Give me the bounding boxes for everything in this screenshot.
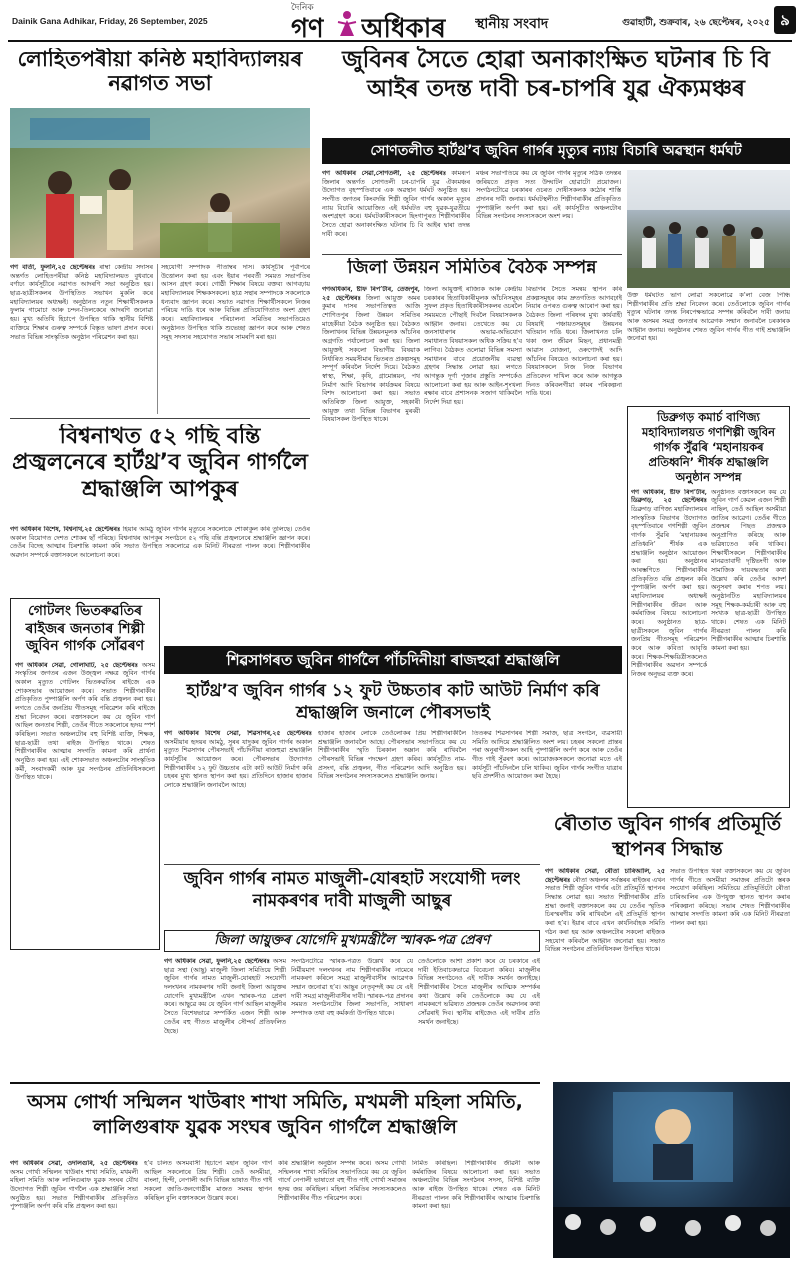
story4-photo xyxy=(627,170,790,288)
masthead-right-text: গুৱাহাটী, শুক্ৰবাৰ, ২৬ ছেপ্টেম্বৰ, ২০২৫ xyxy=(622,18,770,28)
story9-body-col1 xyxy=(545,868,665,1078)
story6-body-a: ডিব্ৰুগড় বাণিজ্য মহাবিদ্যালয়ৰ সাংস্কৃতিক বিভাগৰ উদ্যোগত বৃহস্পতিবাৰে গণশিল্পী জুবিন গাৰ্গক সুঁৱৰি ‘মহানায়কৰ প্ৰতিধ্বনি’ শীৰ্ষক এক শ্ৰদ্ধাঞ্জলি অনুষ্ঠান আয়োজন কৰা হয়। অনুষ্ঠানৰ আৰম্ভণিতে শিল্পীগৰাকীৰ প্ৰতিকৃতিত বন্তি প্ৰজ্বলন কৰি পুষ্পাঞ্জলি অৰ্পণ কৰা হয়। মহাবিদ্যালয়ৰ অধ্যক্ষই শিল্পীগৰাকীৰ জীৱন আৰু কৰ্মৰাজিৰ বিষয়ে আলোচনা কৰে। অনুষ্ঠানত ছাত্ৰ-ছাত্ৰীসকলে জুবিন গাৰ্গৰ জনপ্ৰিয় গীতসমূহ পৰিৱেশন কৰে আৰু কবিতা আবৃত্তি কৰে। শিক্ষক-শিক্ষয়িত্ৰীসকলেও শিল্পীগৰাকীৰ অৱদান সম্পৰ্কে নিজৰ অনুভৱ ব্যক্ত কৰে। xyxy=(631,506,707,679)
story2-dateline: গণ অধিকাৰ বিশেষ, বিশ্বনাথ,২৫ ছেপ্টেম্বৰঃ xyxy=(10,526,121,533)
story11-body-col4 xyxy=(412,1160,540,1258)
story11-body-col2 xyxy=(144,1160,272,1258)
story4-banner-text: সোণতলীত হাৰ্টথ্ৰ’ব জুবিন গাৰ্গৰ মৃত্যুৰ ন্যায় বিচাৰি অৱস্থান ধৰ্মঘট xyxy=(370,143,742,159)
story6-headline: ডিব্ৰুগড় কমাৰ্চ বাণিজ্য মহাবিদ্যালয়ত গণশিল্পী জুবিন গাৰ্গক সুঁৱৰি ‘মহানায়কৰ প্ৰতিধ্বনি’ শীৰ্ষক শ্ৰদ্ধাঞ্জলি অনুষ্ঠান সম্পন্ন xyxy=(641,410,776,484)
story11-dateline: গণ অধিকাৰ সেৱা, ওদালগুৰি, ২৫ ছেপ্টেম্বৰঃ xyxy=(10,1160,138,1167)
story6-col2 xyxy=(711,489,786,797)
story4-body-a: কামৰূপ জিলাৰ অন্তৰ্গত সোণতলী চৰ-চাপৰি যুৱ ঐক্যমঞ্চৰ উদ্যোগত বৃহস্পতিবাৰে এক অৱস্থান ধৰ্মঘট অনুষ্ঠিত হয়। সংগীত জগতৰ কিংবদন্তি শিল্পী জুবিন গাৰ্গৰ অকাল মৃত্যুৰ ন্যায় বিচাৰি আয়োজিত এই ধৰ্মঘটত বহু যুৱক-যুৱতীয়ে অংশগ্ৰহণ কৰে। ধৰ্মঘটকাৰীসকলে ছিংগাপুৰত শিল্পীগৰাকীৰ সৈতে হোৱা অনাকাংক্ষিত ঘটনাৰ চি বি আইৰ দ্বাৰা তদন্ত দাবী কৰে। xyxy=(322,170,470,238)
story4-body-col2 xyxy=(476,170,621,250)
story10-dateline: গণ অধিকাৰ সেৱা, ফুলনি,২৫ ছেপ্টেম্বৰঃ xyxy=(164,958,270,965)
story2-body xyxy=(10,526,310,590)
story10-subhead-box xyxy=(164,930,540,952)
story6-box xyxy=(627,406,790,808)
masthead-rule xyxy=(8,40,792,42)
concert-photo xyxy=(553,1082,790,1258)
story11-body-c: কৰি শ্ৰদ্ধাঞ্জলি অনুষ্ঠান সম্পন্ন কৰে। অসম গোৰ্খা সন্মিলনৰ শাখা সমিতিৰ সভাপতিয়ে কয় যে জুবিন গাৰ্গে নেপালী ভাষাতো বহু গীত গাই গোৰ্খা সমাজৰ হৃদয় জয় কৰিছিল। মহিলা সমিতিৰ সদস্যসকলেও শিল্পীগৰাকীৰ গীত পৰিৱেশন কৰে। xyxy=(278,1160,406,1202)
section-divider xyxy=(322,254,622,255)
masthead-left-text: Dainik Gana Adhikar, Friday, 26 September, 2025 xyxy=(12,16,208,26)
story5-body-col2 xyxy=(424,286,522,640)
story4-body-c: উক্ত ধৰ্মঘটত ভাগ লোৱা সকলোৱে ক’লা বেজ পিন্ধি শিল্পীগৰাকীৰ প্ৰতি শ্ৰদ্ধা নিবেদন কৰে। তেওঁলোকে জুবিন গাৰ্গৰ মৃত্যুৰ ঘটনাৰ তদন্ত নিৰপেক্ষভাৱে সম্পন্ন কৰিবলৈ দাবী জনায় আৰু অসমৰ সমগ্ৰ জনতাৰ আৱেগক সন্মান জনাবলৈ চৰকাৰক আহ্বান জনায়। অনুষ্ঠানৰ শেষত জুবিন গাৰ্গৰ গীত গাই শ্ৰদ্ধাঞ্জলি জনোৱা হয়। xyxy=(627,292,790,343)
story5-dateline: গণঅধিকাৰ, ষ্টাফ ৰিপ’ৰ্টাৰ, তেজপুৰ, ২৫ ছেপ্টেম্বৰঃ xyxy=(322,286,420,302)
story1-photo xyxy=(10,108,310,258)
story6-body-b: অনুষ্ঠানত বক্তাসকলে কয় যে জুবিন গাৰ্গ কেৱল এজন শিল্পী নাছিল, তেওঁ আছিল অসমীয়া জাতিৰ আৱেগ। তেওঁৰ গীতে প্ৰজন্মৰ পিছত প্ৰজন্মক অনুপ্ৰাণিত কৰিছে আৰু ভৱিষ্যতেও কৰি থাকিব। শিক্ষাৰ্থীসকলে শিল্পীগৰাকীৰ মানৱতাবাদী দৃষ্টিভংগী আৰু সামাজিক দায়বদ্ধতাৰ কথা উল্লেখ কৰি তেওঁৰ আদৰ্শ অনুসৰণ কৰাৰ শপত লয়। অনুষ্ঠানটিত মহাবিদ্যালয়ৰ সমূহ শিক্ষক-কৰ্মচাৰী আৰু বহু সংখ্যক ছাত্ৰ-ছাত্ৰী উপস্থিত থাকে। শেষত এক মিনিট নীৰৱতা পালন কৰি শিল্পীগৰাকীৰ আত্মাৰ চিৰশান্তি কামনা কৰা হয়। xyxy=(711,488,786,653)
story5-headline: জিলা উন্নয়ন সমিতিৰ বৈঠক সম্পন্ন xyxy=(347,258,597,278)
story2-body-text: হিয়াৰ আমঠু জুবিন গাৰ্গৰ মৃত্যুৰে সকলোকে শোকাকুল কৰি তুলিছে। তেওঁৰ অকাল বিয়োগত দেশত শোকৰ ছাঁ পৰিছে। বিশ্বনাথৰ আপকুৰ সংগঠনে ৫২ গছি বন্তি প্ৰজ্বলনেৰে শ্ৰদ্ধাঞ্জলি জ্ঞাপন কৰে। তেওঁৰ বিদেহ আত্মাৰ চিৰশান্তি কামনা কৰি সভাত উপস্থিত সকলোৱে এক মিনিট নীৰৱতা পালন কৰে। শিল্পীগৰাকীৰ অৱদান সম্পৰ্কে বক্তাসকলে আলোচনা কৰে। xyxy=(10,526,310,560)
story11-body-col1 xyxy=(10,1160,138,1258)
page-number-badge: ৯ xyxy=(774,6,796,34)
story10-body-a: অসম ছাত্ৰ সন্থা (আছু) মাজুলী জিলা সমিতিয়ে শিল্পী জুবিন গাৰ্গৰ নামত মাজুলী-যোৰহাট সংযোগী দলংখনৰ নামকৰণৰ দাবী জনাই জিলা আয়ুক্তৰ যোগেদি মুখ্যমন্ত্ৰীলৈ এখন স্মাৰক-পত্ৰ প্ৰেৰণ কৰে। আছুৱে কয় যে জুবিন গাৰ্গ আছিল মাজুলীৰ সৈতে বিশেষভাৱে সম্পৰ্কিত এজন শিল্পী আৰু তেওঁৰ বহু গীতত মাজুলীৰ সৌন্দৰ্য প্ৰতিফলিত হৈছে। xyxy=(164,958,286,1035)
story3-box xyxy=(10,598,160,950)
logo-gana: গণ xyxy=(291,14,324,40)
story8-headline: হাৰ্টথ্ৰ’ব জুবিন গাৰ্গৰ ১২ ফুট উচ্চতাৰ কাট আউট নিৰ্মাণ কৰি শ্ৰদ্ধাঞ্জলি জনালে পৌৰসভাই xyxy=(186,681,600,724)
logo-adhikar: অধিকাৰ xyxy=(361,14,446,40)
story8-body-col2 xyxy=(318,730,466,860)
story1-headline: লোহিতপৰীয়া কনিষ্ঠ মহাবিদ্যালয়ৰ নৱাগত সভা xyxy=(17,48,303,95)
story10-subhead: জিলা আয়ুক্তৰ যোগেদি মুখ্যমন্ত্ৰীলৈ স্মাৰক-পত্ৰ প্ৰেৰণ xyxy=(214,933,490,948)
story1-body-left xyxy=(10,264,153,414)
story11-headline: অসম গোৰ্খা সন্মিলন খাউৰাং শাখা সমিতি, মখমলী মহিলা সমিতি, লালিগুৰাফ যুৱক সংঘৰ জুবিন গাৰ্গলৈ শ্ৰদ্ধাঞ্জলি xyxy=(27,1091,523,1138)
story6-dateline: গণ অধিকাৰ, ষ্টাফ ৰিপ’ৰ্টাৰ, ডিব্ৰুগড়, ২৫ ছেপ্টেম্বৰঃ xyxy=(631,488,707,505)
story9-body-b: সভাত উপস্থিত থকা বক্তাসকলে কয় যে জুবিন গাৰ্গৰ গীতে অসমীয়া সমাজৰ প্ৰতিটো স্তৰক সংযোগ কৰিছিল। সমিতিয়ে প্ৰতিমূৰ্তিটো ৰৌতা চাৰিআলিৰ এক উপযুক্ত স্থানত স্থাপন কৰাৰ পৰিকল্পনা কৰিছে। সভাৰ শেষত শিল্পীগৰাকীৰ আত্মাৰ সদগতি কামনা কৰি এক মিনিট নীৰৱতা পালন কৰা হয়। xyxy=(670,868,790,928)
story5-body-col3 xyxy=(526,286,622,640)
story10-body-b: সংগঠনটোৱে স্মাৰক-পত্ৰত উল্লেখ কৰে যে নিৰ্মীয়মাণ দলংখনৰ নাম শিল্পীগৰাকীৰ নামেৰে নামকৰণ কৰিলে সমগ্ৰ মাজুলীবাসীৰ আৱেগক সন্মান জনোৱা হ’ব। আছুৰ নেতৃবৃন্দই কয় যে এই দাবী সমগ্ৰ মাজুলীবাসীৰ দাবী। স্মাৰক-পত্ৰ প্ৰদানৰ সময়ত সংগঠনটোৰ জিলা সভাপতি, সাধাৰণ সম্পাদক তথা বহু কৰ্মকৰ্তা উপস্থিত থাকে। xyxy=(291,958,413,1018)
story10-headline: জুবিন গাৰ্গৰ নামত মাজুলী-যোৰহাট সংযোগী দলং নামকৰণৰ দাবী মাজুলী আছুৰ xyxy=(183,869,521,912)
story3-headline: গোটলং ভিতৰুৱতিৰ ৰাইজৰ জনতাৰ শিল্পী জুবিন গাৰ্গক সোঁৱৰণ xyxy=(25,603,145,654)
story11-body-col3 xyxy=(278,1160,406,1258)
section-divider xyxy=(10,418,310,419)
story11-body-d: নিৰ্মিত কৰিছিল। শিল্পীগৰাকীৰ জীৱনী আৰু কৰ্মৰাজিৰ বিষয়ে আলোচনা কৰা হয়। সভাত অঞ্চলটোৰ বিভিন্ন সংগঠনৰ সদস্য, বিশিষ্ট ব্যক্তি আৰু ৰাইজ উপস্থিত থাকে। শেষত এক মিনিট নীৰৱতা পালন কৰি শিল্পীগৰাকীৰ আত্মাৰ চিৰশান্তি কামনা কৰা হয়। xyxy=(412,1160,540,1211)
story5-body-a: জিলা আয়ুক্ত অমৰ কুমাৰ দাসৰ সভাপতিত্বত আজি শোণিতপুৰ জিলা উন্নয়ন সমিতিৰ মাহেকীয়া বৈঠক অনুষ্ঠিত হয়। বৈঠকত জিলাখনৰ বিভিন্ন উন্নয়নমূলক আঁচনিৰ অগ্ৰগতি পৰ্যালোচনা কৰা হয়। জিলা আয়ুক্তই সকলো বিভাগীয় বিষয়াক নিৰ্ধাৰিত সময়সীমাৰ ভিতৰত প্ৰকল্পসমূহ সম্পূৰ্ণ কৰিবলৈ নিৰ্দেশ দিয়ে। বৈঠকত স্বাস্থ্য, শিক্ষা, কৃষি, গ্ৰামোন্নয়ন, পথ নিৰ্মাণ আদি বিভাগৰ কাৰ্যক্ৰমৰ বিষয়ে বিশদ আলোচনা কৰা হয়। সভাত অতিৰিক্ত জিলা আয়ুক্ত, সহকাৰী আয়ুক্ত তথা বিভিন্ন বিভাগৰ মুৰব্বী বিষয়াসকল উপস্থিত থাকে। xyxy=(322,294,420,424)
story10-body-col1 xyxy=(164,958,286,1078)
story1-body-a: ৰাম্বা কেন্দ্ৰীয় সদাসৰ অন্তৰ্গত লোহিতপৰীয়া কনিষ্ঠ মহাবিদ্যালয়ত বুধবাৰে বৰ্ণাঢ্য কাৰ্যসূচীৰে নৱাগত আদৰণি সভা অনুষ্ঠিত হয়। ছাত্ৰ-ছাত্ৰীসকলৰ উপস্থিতিত সভাখন মুকলি কৰে মহাবিদ্যালয়ৰ অধ্যক্ষই। অনুষ্ঠানত নতুন শিক্ষাৰ্থীসকলক ফুলাম গামোচা আৰু চন্দন-তিলকেৰে আদৰণি জনোৱা হয়। মুখ্য অতিথি হিচাপে উপস্থিত থাকি স্থানীয় বিশিষ্ট ব্যক্তিয়ে শিক্ষাৰ গুৰুত্ব সম্পৰ্কে বিস্তৃত ভাষণ প্ৰদান কৰে। সভাত বিভিন্ন সাংস্কৃতিক অনুষ্ঠান পৰিৱেশন কৰা হয়। xyxy=(10,264,153,341)
logo-small-text: দৈনিক xyxy=(291,3,314,13)
logo-emblem-icon xyxy=(336,10,358,36)
story6-body xyxy=(631,489,786,797)
story5-body-c: বিভাগৰ সৈতে সমন্বয় স্থাপন কৰি প্ৰকল্পসমূহৰ কাম দ্ৰুতগতিত আগবঢ়াই নিয়াৰ ওপৰত গুৰুত্ব আৰোপ কৰা হয়। বৈঠকত জিলা পৰিষদৰ মুখ্য কাৰ্যবাহী বিষয়াই পঞ্চায়তসমূহৰ উন্নয়নৰ খতিয়ান দাঙি ধৰে। জিলাখনত চলি থকা জল জীৱন মিছন, প্ৰধানমন্ত্ৰী আৱাস যোজনা, ওৰুণোদই আদি আঁচনিৰ বিষয়েও আলোচনা কৰা হয়। বিষয়াসকলে নিজ নিজ বিভাগৰ প্ৰতিবেদন দাখিল কৰে আৰু আগন্তুক দিনত কৰিবলগীয়া কামৰ পৰিকল্পনা দাঙি ধৰে। xyxy=(526,286,622,398)
story8-body-c: তিতৰুৱ শিৱসাগৰৰ শিল্পী সমাজ, ছাত্ৰ সংগঠন, ব্যৱসায়ী সমিতি আদিয়ে শ্ৰদ্ধাঞ্জলিত অংশ লয়। চহৰৰ সকলো প্ৰান্তৰ পৰা অনুৰাগীসকল আহি পুষ্পাঞ্জলি অৰ্পণ কৰে আৰু তেওঁৰ গীত গাই সুঁৱৰণ কৰে। আয়োজকসকলে জনোৱা মতে এই কাৰ্যসূচী পাঁচদিনলৈ চলি থাকিব। জুবিন গাৰ্গৰ সংগীত যাত্ৰাৰ ছবি প্ৰদৰ্শনীও আয়োজন কৰা হৈছে। xyxy=(472,730,622,781)
story1-dateline: গণ বাৰ্তা, ফুলনি,২৫ ছেপ্টেম্বৰঃ xyxy=(10,264,96,271)
story11-body-a: অসম গোৰ্খা সন্মিলন খাউৰাং শাখা সমিতি, মখমলী মহিলা সমিতি আৰু লালিগুৰাফ যুৱক সংঘৰ যৌথ উদ্যোগত শিল্পী জুবিন গাৰ্গলৈ এক শ্ৰদ্ধাঞ্জলি সভা অনুষ্ঠিত হয়। সভাত শিল্পীগৰাকীৰ প্ৰতিকৃতিত পুষ্পাঞ্জলি অৰ্পণ কৰি বন্তি প্ৰজ্বলন কৰা হয়। xyxy=(10,1168,138,1211)
story10-body-col3 xyxy=(418,958,540,1078)
story2-headline: বিশ্বনাথত ৫২ গছি বন্তি প্ৰজ্বলনেৰে হাৰ্টথ্ৰ’ব জুবিন গাৰ্গলৈ শ্ৰদ্ধাঞ্জলি আপকুৰ xyxy=(12,424,308,502)
story8-dateline: গণ অধিকাৰ বিশেষ সেৱা, শিৱসাগৰ,২৫ ছেপ্টেম্বৰঃ xyxy=(164,730,312,737)
masthead-logo xyxy=(283,0,458,40)
masthead xyxy=(0,0,800,40)
story5-body-b: জিলা আয়ুক্তই ৰাজ্যিক আৰু কেন্দ্ৰীয় চৰকাৰৰ হিতাধিকাৰীমূলক আঁচনিসমূহৰ সুফল প্ৰকৃত হিতাধিকাৰীসকলৰ ওচৰলৈ সময়মতে পৌছাই দিবলৈ বিষয়াসকলক আহ্বান জনায়। তেখেতে কয় যে জনসাধাৰণৰ অভাৱ-অভিযোগ সমাধানত বিষয়াসকল অধিক সক্ৰিয় হ’ব লাগিব। বৈঠকত ওলোৱা বিভিন্ন সমস্যা সমাধানৰ বাবে প্ৰয়োজনীয় ব্যৱস্থা গ্ৰহণৰ সিদ্ধান্ত লোৱা হয়। লগতে আগন্তুক দূৰ্গা পূজাৰ প্ৰস্তুতি সম্পৰ্কেও আলোচনা কৰা হয় আৰু আইন-শৃংখলা ৰক্ষাৰ বাবে প্ৰশাসনক সজাগ থাকিবলৈ নিৰ্দেশ দিয়া হয়। xyxy=(424,286,522,406)
story10-body-col2 xyxy=(291,958,413,1078)
story8-body-b: হাজাৰ হাজাৰ লোকে তেওঁলোকৰ প্ৰিয় শিল্পীগৰাকীলৈ শ্ৰদ্ধাঞ্জলি জনাবলৈ আহে। পৌৰসভাৰ সভাপতিয়ে কয় যে শিল্পীগৰাকীৰ স্মৃতি চিৰকাল অম্লান কৰি ৰাখিবলৈ পৌৰসভাই বিভিন্ন পদক্ষেপ গ্ৰহণ কৰিব। কাৰ্যসূচীত নাম-প্ৰসংগ, বন্তি প্ৰজ্বলন, গীত পৰিৱেশন আদি অনুষ্ঠিত হয়। বিভিন্ন সংগঠনৰ সদস্যসকলেও শ্ৰদ্ধাঞ্জলি জনায়। xyxy=(318,730,466,781)
story6-col1 xyxy=(631,489,707,797)
story4-body-col3 xyxy=(627,292,790,402)
story3-body-text: অসম সংস্কৃতিৰ জগতৰ এজন উজ্জ্বল নক্ষত্ৰ জুবিন গাৰ্গৰ অকাল মৃত্যুত গোটলং ভিতৰুৱতিৰ ৰাইজে এক শোকসভাৰ আয়োজন কৰে। সভাত শিল্পীগৰাকীৰ প্ৰতিকৃতিত পুষ্পাঞ্জলি অৰ্পণ কৰি বন্তি প্ৰজ্বলন কৰা হয়। লগতে তেওঁৰ জনপ্ৰিয় গীতসমূহ পৰিৱেশন কৰি ৰাইজে শ্ৰদ্ধা নিবেদন কৰে। বক্তাসকলে কয় যে জুবিন গাৰ্গ আছিল জনতাৰ শিল্পী, তেওঁৰ গীতে সকলোৰে হৃদয় স্পৰ্শ কৰিছিল। সভাত অঞ্চলটোৰ বহু বিশিষ্ট ব্যক্তি, শিক্ষক, ছাত্ৰ-ছাত্ৰী তথা ৰাইজ উপস্থিত থাকে। শেষত শিল্পীগৰাকীৰ আত্মাৰ সদগতি কামনা কৰি প্ৰাৰ্থনা অনুষ্ঠিত কৰা হয়। এই শোকসভাত অঞ্চলটোৰ সাংস্কৃতিক কৰ্মী, সংবাদকৰ্মী আৰু যুৱ সংগঠনৰ প্ৰতিনিধিসকলো উপস্থিত থাকে। xyxy=(15,661,155,782)
story4-body-col1 xyxy=(322,170,470,250)
story7-banner-text: শিৱসাগৰত জুবিন গাৰ্গলৈ পাঁচদিনীয়া ৰাজহুৱা শ্ৰদ্ধাঞ্জলি xyxy=(226,651,560,669)
story7-banner xyxy=(164,646,622,674)
story11-body-b: হ’ব চলিত অসমবাসী হিচাপে মহান জুবিন গাৰ্গ আছিল সকলোৰে প্ৰিয় শিল্পী। তেওঁ অসমীয়া, বাংলা, হিন্দী, নেপালী আদি বিভিন্ন ভাষাত গীত গাই সকলো জাতি-জনগোষ্ঠীৰ মাজত সমন্বয় স্থাপন কৰিছিল বুলি বক্তাসকলে উল্লেখ কৰে। xyxy=(144,1160,272,1202)
story9-body-a: ৰৌতা অঞ্চলৰ সৰ্বস্তৰৰ ৰাইজৰ এখন সভাত শিল্পী জুবিন গাৰ্গৰ এটা প্ৰতিমূৰ্তি স্থাপনৰ সিদ্ধান্ত লোৱা হয়। সভাত শিল্পীগৰাকীৰ প্ৰতি শ্ৰদ্ধা জনাই বক্তাসকলে কয় যে তেওঁৰ স্মৃতিক চিৰস্মৰণীয় কৰি ৰাখিবলৈ এই প্ৰতিমূৰ্তি স্থাপন কৰা হ’ব। ইয়াৰ বাবে এখন কাৰ্যনিৰ্বাহক সমিতি গঠন কৰা হয় আৰু অঞ্চলটোৰ সকলো ৰাইজক সহযোগ কৰিবলৈ আহ্বান জনোৱা হয়। সভাত বিভিন্ন সংগঠনৰ প্ৰতিনিধিসকল উপস্থিত থাকে। xyxy=(545,876,665,954)
story8-body-col1 xyxy=(164,730,312,860)
story3-body xyxy=(15,662,155,912)
story4-headline: জুবিনৰ সৈতে হোৱা অনাকাংক্ষিত ঘটনাৰ চি বি আইৰ তদন্ত দাবী চৰ-চাপৰি যুৱ ঐক্যমঞ্চৰ xyxy=(342,47,770,103)
story4-banner xyxy=(322,138,790,164)
story10-body-c: তেওঁলোকে আশা প্ৰকাশ কৰে যে চৰকাৰে এই দাবী ইতিবাচকভাৱে বিবেচনা কৰিব। মাজুলীৰ বিভিন্ন সংগঠনেও এই দাবীক সমৰ্থন জনাইছে। শিল্পীগৰাকীৰ সৈতে মাজুলীৰ আত্মিক সম্পৰ্কৰ কথা উল্লেখ কৰি তেওঁলোকে কয় যে এই নামকৰণে ভৱিষ্যত প্ৰজন্মক তেওঁৰ অৱদানৰ কথা সোঁৱৰাই দিব। স্থানীয় ৰাইজেও এই দাবীৰ প্ৰতি সমৰ্থন জনাইছে। xyxy=(418,958,540,1026)
story9-headline: ৰৌতাত জুবিন গাৰ্গৰ প্ৰতিমূৰ্তি স্থাপনৰ সিদ্ধান্ত xyxy=(553,813,782,860)
section-divider xyxy=(10,1082,540,1084)
column-divider xyxy=(157,264,158,414)
story9-body-col2 xyxy=(670,868,790,1078)
story9-dateline: গণ অধিকাৰ সেৱা, ৰৌতা চাৰিআলি, ২৫ ছেপ্টেম্বৰঃ xyxy=(545,868,665,884)
story3-dateline: গণ অধিকাৰ সেৱা, গোলাঘাট, ২৫ ছেপ্টেম্বৰঃ xyxy=(15,661,138,669)
story1-body-b: সহযোগী সম্পাদক পীতাম্বৰ দাস। কাৰ্যসূচীৰ পূৰ্বাপৰে উত্তোলন কৰা হয় এবং ইয়াৰ পৰবৰ্তী সময়ত সভাপতিৰ আসন গ্ৰহণ কৰে। গোষ্ঠী শিক্ষাৰ বিষয়ে বক্তব্য আগবঢ়ায় মহাবিদ্যালয়ৰ শিক্ষকসকলে। ছাত্ৰ সন্থাৰ সম্পাদকে সকলোকে ধন্যবাদ জ্ঞাপন কৰে। সভাত নৱাগত শিক্ষাৰ্থীসকলে নিজৰ পৰিচয় দাঙি ধৰে আৰু বিভিন্ন প্ৰতিযোগিতাত অংশ গ্ৰহণ কৰে। মহাবিদ্যালয়ৰ পৰিচালনা সমিতিৰ সভাপতিয়েও অনুষ্ঠানত উপস্থিত থাকি শুভেচ্ছা জ্ঞাপন কৰে আৰু শেষত সমূহ সদস্যৰ সহযোগত সভাৰ সামৰণি মৰা হয়। xyxy=(161,264,310,341)
story4-dateline: গণ অধিকাৰ সেৱা,সোণতলী, ২৫ ছেপ্টেম্বৰঃ xyxy=(322,170,447,177)
story4-body-b: মঞ্চৰ সভাপতিয়ে কয় যে জুবিন গাৰ্গৰ মৃত্যুৰ সঠিক তদন্তৰ জৰিয়তে প্ৰকৃত সত্য উদ্ঘাটন হোৱাটো প্ৰয়োজন। সংগঠনটোৱে চৰকাৰৰ ওচৰত দোষীসকলক কঠোৰ শাস্তি প্ৰদানৰ দাবী জনায়। ধৰ্মঘটস্থলীত শিল্পীগৰাকীৰ প্ৰতিকৃতিত পুষ্পাঞ্জলি অৰ্পণ কৰা হয়। এই কাৰ্যসূচীত অঞ্চলটোৰ বিভিন্ন সংগঠনৰ সদস্যসকলে অংশ লয়। xyxy=(476,170,621,221)
section-label: স্থানীয় সংবাদ xyxy=(475,16,549,32)
section-divider xyxy=(164,864,540,865)
story1-body-right xyxy=(161,264,310,414)
story8-body-a: অসমীয়াৰ হৃদয়ৰ আমঠু, সুৰৰ যাদুকৰ জুবিন গাৰ্গৰ অকাল মৃত্যুত শিৱসাগৰ পৌৰসভাই পাঁচদিনীয়া ৰাজহুৱা শ্ৰদ্ধাঞ্জলি কাৰ্যসূচীৰ আয়োজন কৰে। পৌৰসভাৰ উদ্যোগত শিল্পীগৰাকীৰ ১২ ফুট উচ্চতাৰ এটা কাট আউট নিৰ্মাণ কৰি চহৰৰ মুখ্য স্থানত স্থাপন কৰা হয়। প্ৰতিদিনে হাজাৰ হাজাৰ লোকে শ্ৰদ্ধাঞ্জলি জনাবলৈ আহে। xyxy=(164,738,312,790)
story5-body-col1 xyxy=(322,286,420,640)
